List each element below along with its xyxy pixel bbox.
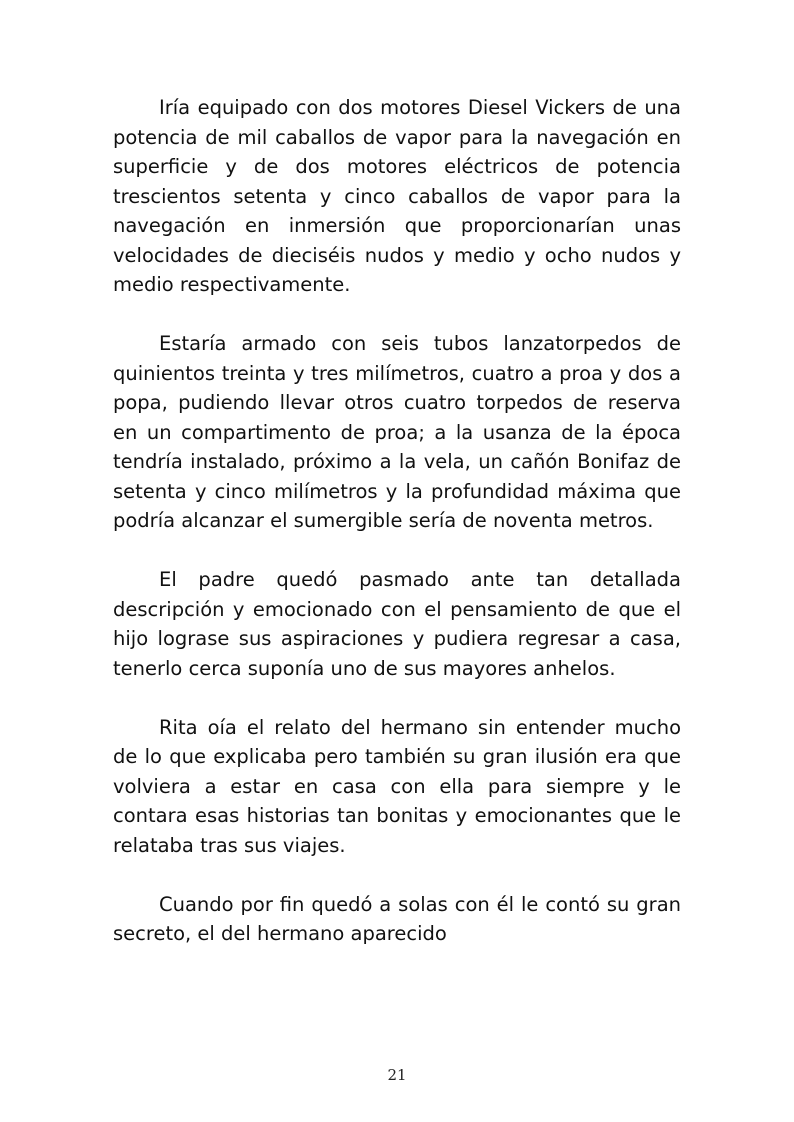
paragraph-rita: Rita oía el relato del hermano sin entender mucho de lo que explicaba pero también su gran ilusión era que volviera a estar en casa con ella para siempre y le contara esas historias tan bonitas y emocionantes que le relataba tras sus viajes.: [113, 715, 681, 857]
paragraph-secret: Cuando por fin quedó a solas con él le contó su gran secreto, el del hermano aparecido: [113, 892, 681, 945]
page-number: 21: [387, 1066, 407, 1084]
body-text: [113, 93, 681, 978]
paragraph-armament: Estaría armado con seis tubos lanzatorpedos de quinientos treinta y tres milímetros, cuatro a proa y dos a popa, pudiendo llevar otros cuatro torpedos de reserva en un compartimento de proa; a la usanza de la época tendría instalado, próximo a la vela, un cañón Bonifaz de setenta y cinco milímetros y la profundidad máxima que podría alcanzar el sumergible sería de noventa metros.: [113, 332, 681, 532]
paragraph-engines: Iría equipado con dos motores Diesel Vickers de una potencia de mil caballos de vapor para la navegación en superficie y de dos motores eléctricos de potencia trescientos setenta y cinco caballos de vapor para la navegación en inmersión que proporcionarían unas velocidades de dieciséis nudos y medio y ocho nudos y medio respectivamente.: [113, 96, 681, 296]
paragraph-father: El padre quedó pasmado ante tan detallada descripción y emocionado con el pensamiento de que el hijo lograse sus aspiraciones y pudiera regresar a casa, tenerlo cerca suponía uno de sus mayores anhelos.: [113, 568, 681, 680]
